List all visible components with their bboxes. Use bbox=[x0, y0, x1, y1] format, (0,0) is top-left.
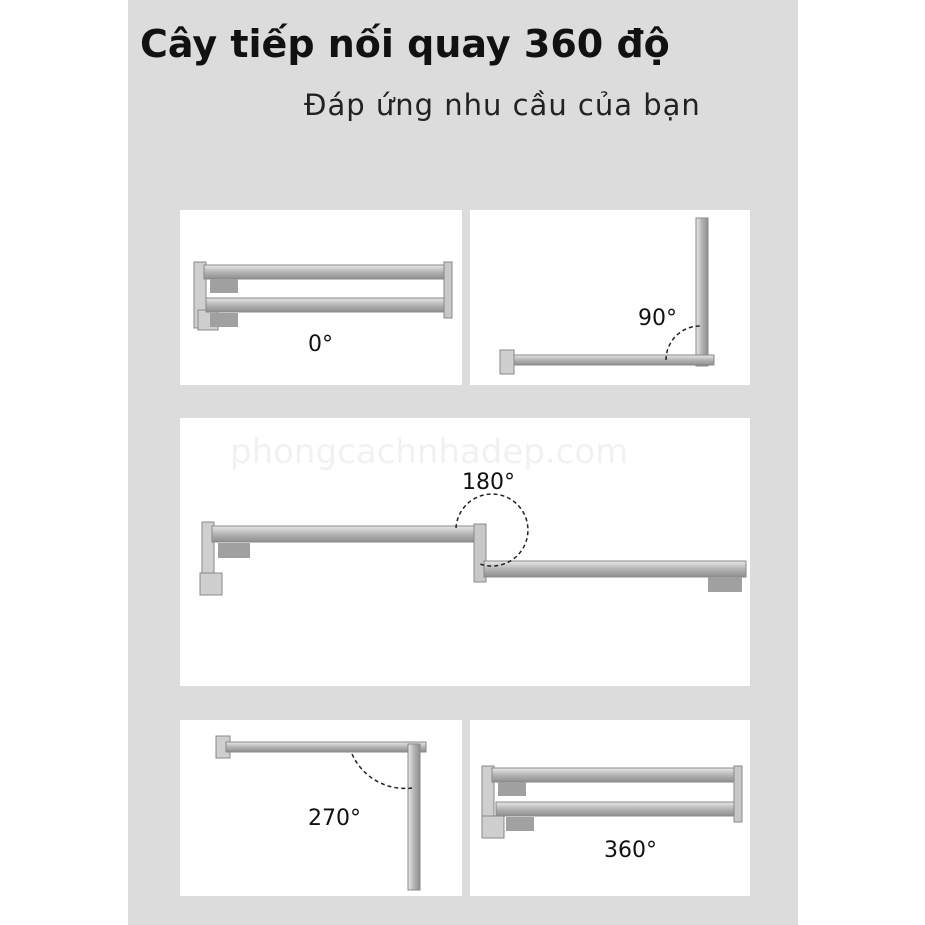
towel-bar-folded-image bbox=[180, 210, 462, 385]
watermark-text: phongcachnhadep.com bbox=[230, 432, 629, 472]
angle-label-270: 270° bbox=[308, 806, 361, 831]
panel-360-degree bbox=[470, 720, 750, 896]
panel-270-degree bbox=[180, 720, 462, 896]
towel-bar-90-image bbox=[470, 210, 750, 385]
angle-label-180: 180° bbox=[462, 470, 515, 495]
panel-0-degree bbox=[180, 210, 462, 385]
panel-90-degree bbox=[470, 210, 750, 385]
angle-label-90: 90° bbox=[638, 306, 677, 331]
page-title: Cây tiếp nối quay 360 độ bbox=[140, 22, 670, 66]
angle-label-360: 360° bbox=[604, 838, 657, 863]
page-subtitle: Đáp ứng nhu cầu của bạn bbox=[304, 88, 701, 122]
towel-bar-360-image bbox=[470, 720, 750, 896]
angle-label-0: 0° bbox=[308, 332, 333, 357]
